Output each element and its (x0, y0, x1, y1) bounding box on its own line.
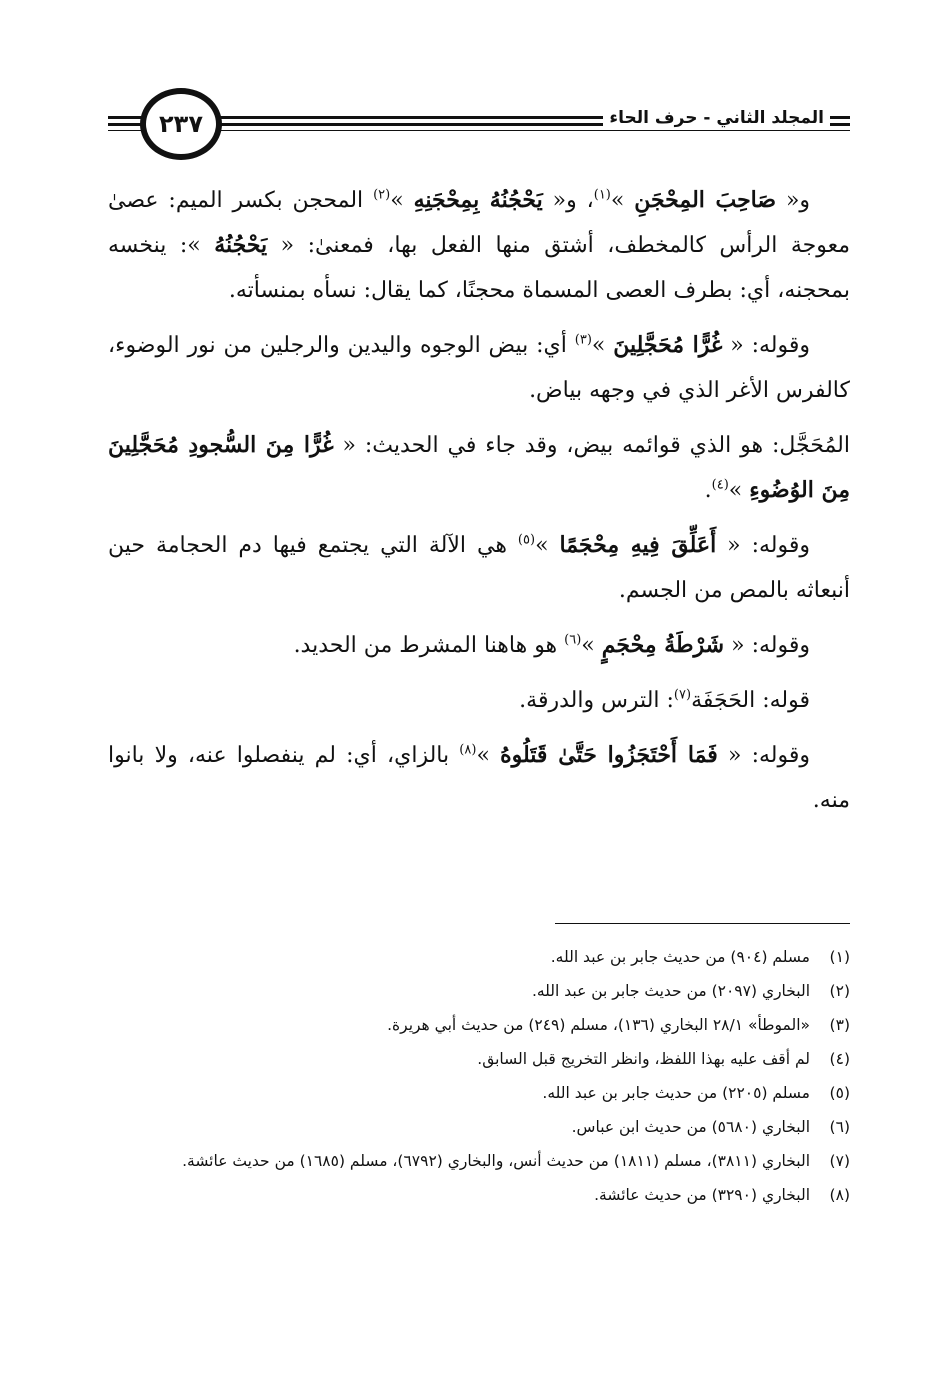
footnote (108, 974, 850, 1008)
text-run: . (704, 478, 712, 503)
quoted-term: فَمَا أَحْتَجَزُوا حَتَّىٰ قَتَلُوهُ (500, 742, 718, 768)
footnote-number: (٥) (829, 1084, 850, 1102)
paragraph (108, 178, 850, 313)
quoted-term: يَحْجُنُهُ بِمِحْجَنِهِ (413, 187, 543, 213)
text-run: وقوله: « (717, 743, 811, 768)
text-run: أي: بيض الوجوه واليدين والرجلين من نور الوضوء، كالفرس الأغر الذي في وجهه بياض. (108, 333, 850, 403)
footnote-ref: (٨) (459, 742, 477, 758)
footnote-ref: (٤) (711, 477, 729, 493)
text-run: » (610, 188, 635, 213)
text-run: » (581, 633, 602, 658)
footnote-text: البخاري (٢٠٩٧) من حديث جابر بن عبد الله. (531, 982, 810, 1000)
text-run: »: ينخسه بمحجنه، أي: بطرف العصى المسماة محجنًا، كما يقال: نسأه بمنسأته. (108, 233, 850, 303)
page-number: ٢٣٧ (159, 110, 203, 138)
paragraph (108, 678, 850, 723)
footnote-text: البخاري (٥٦٨٠) من حديث ابن عباس. (571, 1118, 810, 1136)
page-number-circle (140, 88, 222, 160)
page-header (108, 86, 850, 172)
quoted-term: شَرْطَةُ مِحْجَمٍ (601, 632, 725, 658)
footnote-separator (555, 923, 850, 924)
quoted-term: غُرًّا مُحَجَّلِينَ (613, 332, 723, 358)
text-run: : الترس والدرقة. (519, 688, 674, 713)
text-run: » (535, 533, 560, 558)
text-run: ، و« (542, 188, 594, 213)
text-run: وقوله: « (716, 533, 811, 558)
paragraph (108, 623, 850, 668)
running-head: المجلد الثاني - حرف الحاء (603, 108, 830, 128)
text-run: » (476, 743, 501, 768)
footnote-number: (١) (829, 948, 850, 966)
footnote-number: (٣) (829, 1016, 850, 1034)
text-run: » (591, 333, 614, 358)
footnote-number: (٨) (829, 1186, 850, 1204)
footnote-ref: (٥) (517, 532, 536, 548)
footnote-number: (٦) (829, 1118, 850, 1136)
footnote-text: «الموطأ» ٢٨/١ البخاري (١٣٦)، مسلم (٢٤٩) من حديث أبي هريرة. (387, 1016, 810, 1034)
text-run: » (390, 188, 414, 213)
text-run: وقوله: « (722, 333, 811, 358)
text-run: هي الآلة التي يجتمع فيها دم الحجامة حين أنبعاثه بالمص من الجسم. (108, 533, 850, 603)
footnote (108, 1110, 850, 1144)
footnote (108, 1178, 850, 1212)
footnote-number: (٤) (829, 1050, 850, 1068)
body-text (108, 178, 850, 833)
footnote (108, 1042, 850, 1076)
quoted-term: غُرًّا مِنَ السُّجودِ مُحَجَّلِينَ مِنَ الوُضُوءِ (108, 432, 850, 503)
text-run: قوله: الحَجَفَة (691, 688, 810, 713)
footnote (108, 1076, 850, 1110)
quoted-term: صَاحِبَ المِحْجَنِ (634, 187, 777, 213)
footnote-number: (٢) (829, 982, 850, 1000)
footnote-number: (٧) (829, 1152, 850, 1170)
footnote-text: البخاري (٣٨١١)، مسلم (١٨١١) من حديث أنس، والبخاري (٦٧٩٢)، مسلم (١٦٨٥) من حديث عائشة. (182, 1152, 810, 1170)
footnote (108, 940, 850, 974)
footnote-text: مسلم (٢٢٠٥) من حديث جابر بن عبد الله. (542, 1084, 810, 1102)
text-run: المحجن بكسر الميم: عصىٰ معوجة الرأس كالمخطف، أشتق منها الفعل بها، فمعنىٰ: « (108, 188, 850, 258)
text-run: » (728, 478, 750, 503)
text-run: وقوله: « (724, 633, 810, 658)
footnotes (108, 940, 850, 1212)
footnote-text: مسلم (٩٠٤) من حديث جابر بن عبد الله. (550, 948, 810, 966)
footnote (108, 1008, 850, 1042)
footnote-ref: (١) (593, 187, 611, 203)
footnote-text: البخاري (٣٢٩٠) من حديث عائشة. (594, 1186, 810, 1204)
footnote-ref: (٧) (673, 687, 692, 703)
paragraph (108, 323, 850, 413)
paragraph (108, 523, 850, 613)
text-run: هو هاهنا المشرط من الحديد. (293, 633, 565, 658)
text-run: و« (776, 188, 811, 213)
quoted-term: أَعَلِّقَ فِيهِ مِحْجَمًا (559, 532, 717, 558)
quoted-term: يَحْجُنُهُ (214, 232, 268, 258)
text-run: المُحَجَّل: هو الذي قوائمه بيض، وقد جاء في الحديث: « (333, 433, 850, 458)
paragraph (108, 733, 850, 823)
text-run: بالزاي، أي: لم ينفصلوا عنه، ولا بانوا منه. (108, 743, 850, 813)
footnote-ref: (٢) (373, 187, 391, 203)
footnote (108, 1144, 850, 1178)
paragraph (108, 423, 850, 513)
footnote-ref: (٦) (564, 632, 582, 648)
footnote-ref: (٣) (574, 332, 592, 348)
footnote-text: لم أقف عليه بهذا اللفظ، وانظر التخريج قبل السابق. (477, 1050, 810, 1068)
